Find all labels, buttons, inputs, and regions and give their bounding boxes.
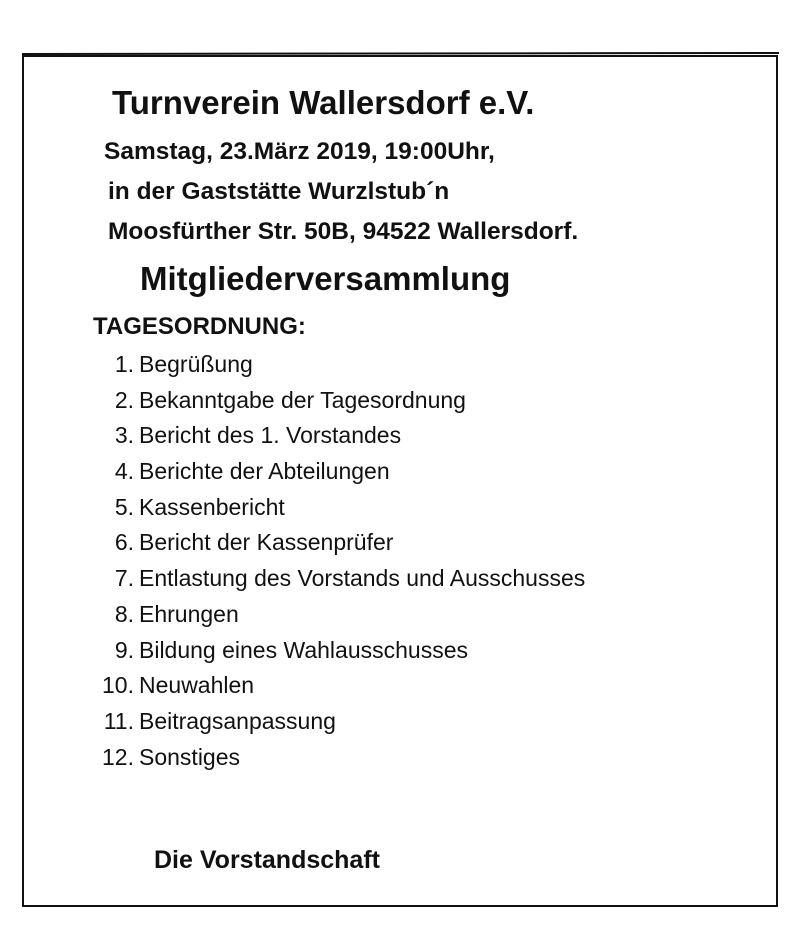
agenda-item: [96, 418, 585, 454]
club-title: Turnverein Wallersdorf e.V.: [112, 84, 535, 121]
agenda-item: [96, 740, 585, 776]
meeting-type-heading: Mitgliederversammlung: [140, 260, 511, 297]
agenda-item: [96, 597, 585, 633]
agenda-item-number: 8.: [114, 600, 134, 627]
agenda-item: [96, 704, 585, 740]
agenda-item-number: 1.: [114, 351, 134, 377]
agenda-item-text: Bericht der Kassenprüfer: [139, 529, 394, 556]
signature-board: Die Vorstandschaft: [154, 846, 380, 874]
agenda-item: [96, 347, 585, 383]
agenda-item-text: Begrüßung: [139, 351, 253, 377]
agenda-item: [96, 561, 585, 597]
agenda-heading: TAGESORDNUNG:: [93, 313, 306, 340]
agenda-item-number: 2.: [114, 386, 134, 413]
agenda-item-number: 11.: [103, 707, 134, 734]
agenda-item: [96, 668, 585, 704]
agenda-item-number: 12.: [102, 743, 134, 770]
agenda-item-text: Beitragsanpassung: [139, 707, 336, 734]
meeting-address: Moosfürther Str. 50B, 94522 Wallersdorf.: [108, 218, 579, 245]
agenda-item-text: Bericht des 1. Vorstandes: [139, 422, 402, 449]
agenda-item-text: Neuwahlen: [139, 672, 255, 699]
agenda-item-number: 6.: [114, 529, 134, 556]
agenda-item-number: 10.: [102, 672, 134, 699]
agenda-item: [96, 383, 585, 419]
agenda-item-number: 5.: [114, 493, 134, 520]
agenda-item: [96, 490, 585, 526]
agenda-item-text: Berichte der Abteilungen: [139, 458, 390, 485]
agenda-item-number: 3.: [114, 422, 134, 449]
agenda-item-text: Kassenbericht: [139, 493, 285, 520]
agenda-list: [96, 347, 585, 775]
agenda-item: [96, 525, 585, 561]
agenda-item: [96, 633, 585, 669]
agenda-item-text: Bildung eines Wahlausschusses: [139, 636, 468, 663]
agenda-item-number: 9.: [114, 636, 134, 663]
agenda-item-text: Sonstiges: [139, 743, 241, 770]
agenda-item-number: 4.: [114, 458, 134, 485]
agenda-item-text: Entlastung des Vorstands und Ausschusses: [139, 565, 586, 592]
meeting-venue: in der Gaststätte Wurzlstub´n: [108, 178, 450, 205]
meeting-date-time: Samstag, 23.März 2019, 19:00Uhr,: [104, 138, 495, 165]
agenda-item-text: Bekanntgabe der Tagesordnung: [139, 386, 466, 413]
agenda-item: [96, 454, 585, 490]
agenda-item-number: 7.: [114, 565, 134, 592]
agenda-item-text: Ehrungen: [139, 600, 239, 627]
